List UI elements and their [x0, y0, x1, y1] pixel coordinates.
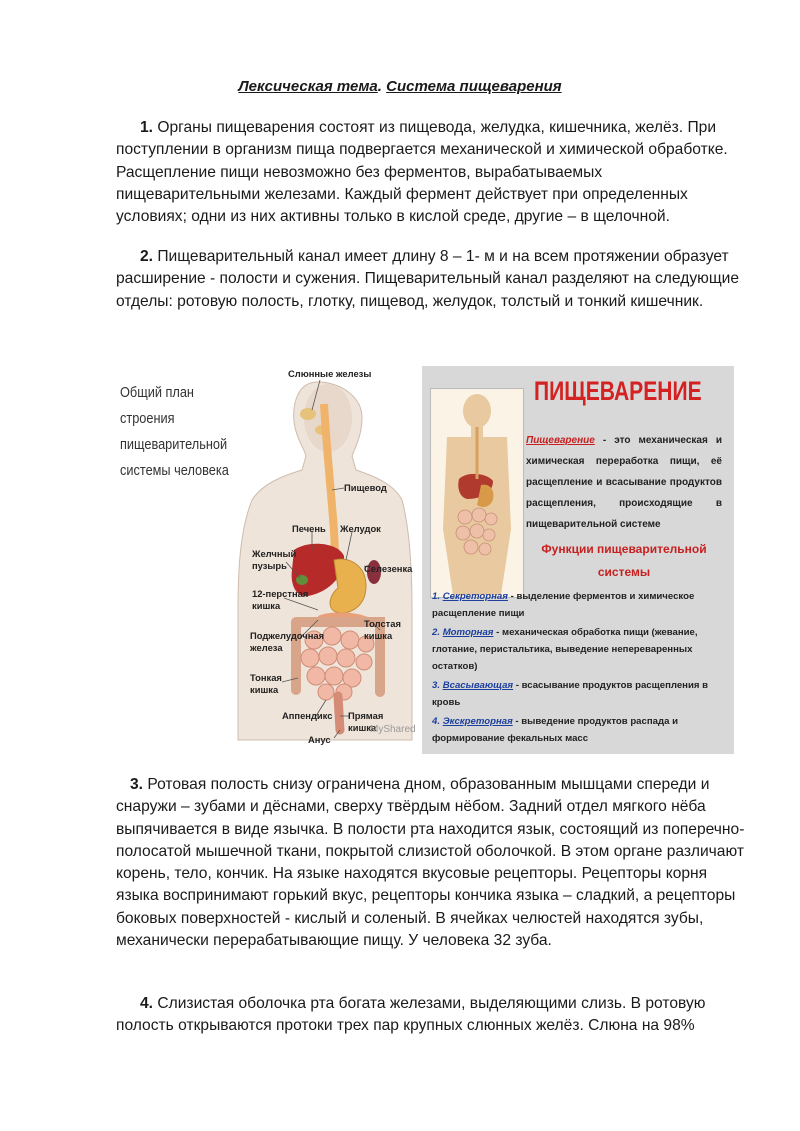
definition-text: - это механическая и химическая переработка пищи, её расщепление и всасывание продуктов расщепления, происходящие в пищеварительной системе	[526, 435, 722, 530]
item-number: 2.	[432, 627, 441, 638]
item-number: 3.	[432, 680, 441, 691]
list-item	[432, 713, 726, 747]
label-anus: Анус	[308, 734, 331, 745]
paragraph-number: 4.	[140, 995, 154, 1012]
item-term: Моторная	[442, 627, 494, 638]
item-term: Экскреторная	[442, 716, 513, 727]
label-liver: Печень	[292, 523, 326, 534]
item-text: - всасывание продуктов расщепления в кровь	[432, 680, 709, 708]
digestive-system-diagram	[112, 360, 422, 754]
item-term: Всасывающая	[442, 680, 514, 691]
label-pancreas: Поджелудочная железа	[250, 630, 325, 653]
item-term: Секреторная	[442, 591, 508, 602]
label-rectum: Прямая кишка	[348, 710, 384, 733]
paragraph-4	[116, 993, 746, 1038]
label-appendix: Аппендикс	[282, 710, 333, 721]
label-spleen: Селезенка	[364, 563, 413, 574]
label-stomach: Желудок	[340, 523, 381, 534]
label-duodenum: 12-перстная кишка	[252, 588, 309, 611]
page-title	[0, 78, 800, 95]
label-colon: Толстая кишка	[364, 618, 401, 641]
title-subject: Система пищеварения	[386, 78, 562, 95]
paragraph-number: 1.	[140, 119, 154, 136]
functions-title: Функции пищеварительной системы	[541, 542, 707, 579]
diagram-title: Общий план строения пищеварительной системы человека	[120, 384, 229, 479]
label-gallbladder: Желчный пузырь	[252, 548, 297, 571]
digestion-info-card	[422, 366, 734, 754]
item-number: 1.	[432, 591, 441, 602]
paragraph-2	[116, 246, 746, 313]
paragraph-number: 3.	[130, 776, 144, 793]
card-heading: ПИЩЕВАРЕНИЕ	[534, 376, 702, 406]
definition	[526, 430, 722, 535]
label-esophagus: Пищевод	[344, 482, 387, 493]
body-organs-image	[430, 388, 524, 598]
watermark: MyShared	[370, 724, 416, 735]
paragraph-number: 2.	[140, 248, 154, 265]
functions-list	[432, 588, 726, 749]
item-text: - выведение продуктов распада и формирование фекальных масс	[432, 716, 678, 744]
paragraph-text: Органы пищеварения состоят из пищевода, желудка, кишечника, желёз. При поступлении в организм пища подвергается механической и химической обработке. Расщепление пищи невозможно без ферментов, вырабатываемых пищеварительными железами. Каждый фермент действует при определенных условиях; одни из них активны только в кислой среде, другие – в щелочной.	[116, 119, 728, 226]
label-salivary-glands: Слюнные железы	[288, 368, 372, 379]
title-topic: Лексическая тема	[238, 78, 378, 95]
item-number: 4.	[432, 716, 441, 727]
paragraph-text: Ротовая полость снизу ограничена дном, образованным мышцами спереди и снаружи – зубами и дёснами, сверху твёрдым нёбом. Задний отдел мягкого нёба выпячивается в виде язычка. В полости рта находится язык, состоящий из поперечно-полосатой мышечной ткани, покрытой слизистой оболочкой. В этом органе различают корень, тело, кончик. На языке находятся вкусовые рецепторы. Рецепторы корня языка воспринимают горький вкус, рецепторы кончика языка – сладкий, а рецепторы боковых поверхностей - кислый и соленый. В ячейках челюстей находятся зубы, механически перерабатывающие пищу. У человека 32 зуба.	[116, 776, 745, 950]
definition-term: Пищеварение	[526, 435, 595, 446]
list-item	[432, 624, 726, 675]
paragraph-3	[116, 774, 746, 952]
list-item	[432, 677, 726, 711]
paragraph-text: Пищеварительный канал имеет длину 8 – 1- м и на всем протяжении образует расширение - полости и сужения. Пищеварительный канал разделяют на следующие отделы: ротовую полость, глотку, пищевод, желудок, толстый и тонкий кишечник.	[116, 248, 740, 310]
label-small-intestine: Тонкая кишка	[250, 672, 282, 695]
paragraph-1	[116, 117, 746, 228]
paragraph-text: Слизистая оболочка рта богата железами, выделяющими слизь. В ротовую полость открываются протоки трех пар крупных слюнных желёз. Слюна на 98%	[116, 995, 706, 1035]
item-text: - механическая обработка пищи (жевание, глотание, перистальтика, выведение непереваренных остатков)	[432, 627, 698, 672]
title-separator: .	[377, 78, 387, 95]
list-item	[432, 588, 726, 622]
item-text: - выделение ферментов и химическое расщепление пищи	[432, 591, 695, 619]
human-body-icon	[431, 389, 523, 597]
